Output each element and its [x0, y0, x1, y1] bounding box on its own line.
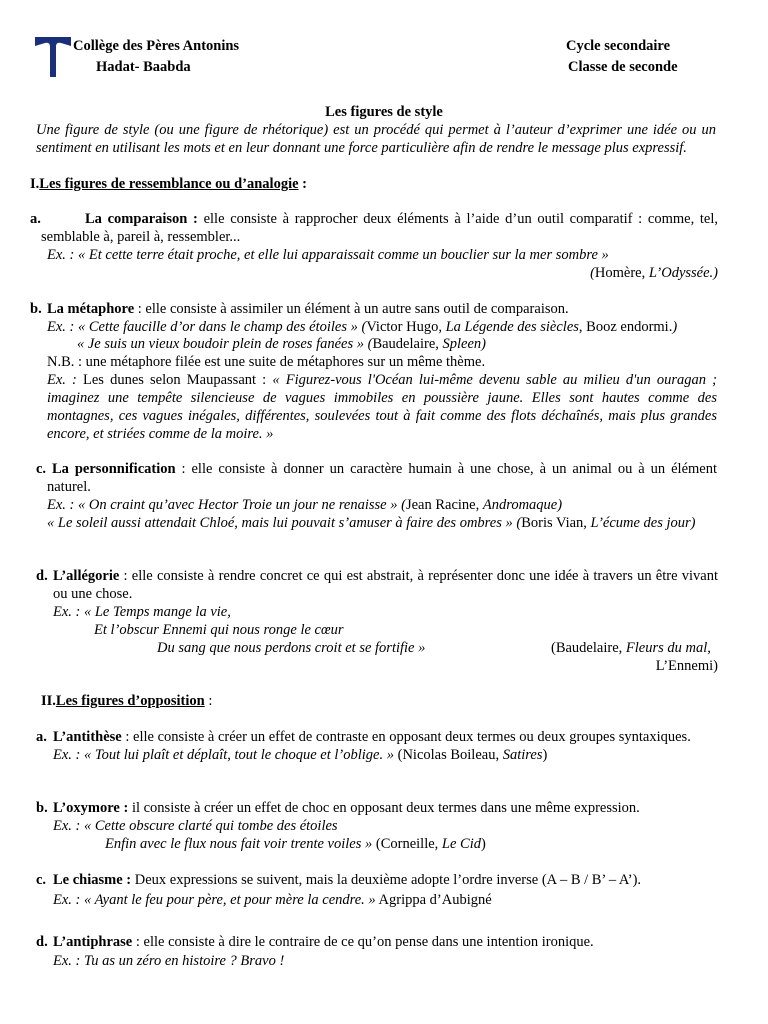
citation-work: L’écume des jour) [590, 515, 696, 531]
definition: : elle consiste à donner un caractère humain à une chose, à un animal ou à un élément naturel. [47, 461, 717, 495]
citation-author: Agrippa d’Aubigné [375, 892, 492, 908]
term: L’antiphrase [53, 934, 133, 950]
example-quote: Ex. : « Ayant le feu pour père, et pour mère la cendre. » [53, 892, 376, 908]
citation-paren: ) [672, 319, 678, 335]
citation-author: Boris Vian, [521, 515, 591, 531]
example-verse: Du sang que nous perdons croit et se fortifie » [157, 640, 426, 656]
term: L’oxymore : [53, 800, 129, 816]
example [47, 318, 677, 336]
oxymore-definition [53, 799, 640, 817]
example-paragraph [47, 371, 717, 443]
section-number: I. [30, 176, 40, 192]
section-title: Les figures de ressemblance ou d’analogie [39, 176, 299, 192]
citation-paren: ) [542, 747, 548, 763]
definition: Deux expressions se suivent, mais la deuxième adopte l’ordre inverse (A – B / B’ – A’). [131, 872, 642, 888]
citation-paren: ( [590, 265, 595, 281]
definition: : elle consiste à assimiler un élément à un autre sans outil de comparaison. [134, 301, 569, 317]
item-letter: c. [36, 872, 47, 888]
section-number: II. [41, 693, 56, 709]
antiphrase-definition [53, 933, 594, 951]
citation-work: , La Légende des siècles [438, 319, 579, 335]
citation-poem: L’Ennemi) [655, 658, 718, 674]
item-letter: d. [36, 568, 48, 584]
citation-author: (Corneille, [372, 836, 442, 852]
definition: il consiste à créer un effet de choc en opposant deux termes dans une même expression. [128, 800, 640, 816]
section-1-heading [30, 175, 307, 193]
page-title: Les figures de style [325, 104, 443, 120]
item-letter: d. [36, 934, 48, 950]
citation-work: Le Cid [441, 836, 481, 852]
antithese-definition [53, 728, 691, 746]
example-verse: Ex. : « Cette obscure clarté qui tombe des étoiles [53, 818, 338, 834]
term: L’antithèse [53, 729, 122, 745]
section-2-heading [41, 692, 212, 710]
example: Ex. : « Et cette terre était proche, et elle lui apparaissait comme un bouclier sur la mer sombre » [47, 247, 609, 263]
allegorie-definition [53, 567, 718, 603]
term: Le chiasme : [53, 872, 132, 888]
school-location: Hadat- Baabda [96, 59, 191, 75]
example-quote: « Figurez-vous l'Océan lui-même devenu sable au milieu d'un ouragan ; imaginez une tempête silencieuse de vagues immobiles en poussière jaune. Elles sont hautes comme des montagnes, ces vagues inégales, différentes, soulevées tout à fait comme des flots déchaînés, mais plus grandes encore, et striées comme de la moire. » [47, 372, 717, 442]
citation [551, 639, 711, 657]
example-quote: « Je suis un vieux boudoir plein de roses fanées » ( [77, 336, 373, 352]
personnification-definition [47, 460, 717, 496]
chiasme-definition [53, 871, 641, 889]
item-letter: b. [30, 301, 42, 317]
cycle-label: Cycle secondaire [566, 38, 671, 54]
citation-author: Baudelaire, [372, 336, 443, 352]
definition: : elle consiste à créer un effet de contraste en opposant deux termes ou deux groupes syntaxiques. [121, 729, 691, 745]
comparaison-definition [41, 210, 718, 246]
citation-author: Victor Hugo [366, 319, 439, 335]
citation-paren: ) [481, 836, 486, 852]
term: L’allégorie [53, 568, 120, 584]
example [47, 514, 717, 532]
definition: elle consiste à rapprocher deux éléments à l’aide d’un outil comparatif : comme, tel, semblable à, pareil à, ressembler... [41, 211, 719, 245]
example-quote: Ex. : « On craint qu’avec Hector Troie un jour ne renaisse » ( [47, 497, 406, 513]
section-title: Les figures d’opposition [55, 693, 205, 709]
school-logo-icon [35, 37, 71, 77]
intro-paragraph: Une figure de style (ou une figure de rhétorique) est un procédé qui permet à l’auteur d’exprimer une idée ou un sentiment en utilisant les mots et en leur donnant une force particulière afin de rendre le message plus expressif. [36, 122, 716, 156]
item-letter: b. [36, 800, 48, 816]
school-name: Collège des Pères Antonins [73, 38, 240, 54]
citation-work: Satires [502, 747, 543, 763]
example [105, 835, 486, 853]
example-verse: Et l’obscur Ennemi qui nous ronge le cœur [94, 622, 344, 638]
citation-author: Homère, [594, 265, 649, 281]
example [47, 496, 562, 514]
example-quote: « Le soleil aussi attendait Chloé, mais lui pouvait s’amuser à faire des ombres » ( [47, 515, 522, 531]
citation-author: (Baudelaire, [551, 640, 626, 656]
definition: : elle consiste à dire le contraire de ce qu’on pense dans une intention ironique. [132, 934, 594, 950]
example [53, 891, 492, 909]
item-letter: a. [36, 729, 47, 745]
section-colon: : [298, 176, 308, 192]
citation-work: Spleen) [442, 336, 486, 352]
nota-bene: N.B. : une métaphore filée est une suite de métaphores sur un même thème. [47, 354, 486, 370]
example-verse: Enfin avec le flux nous fait voir trente voiles » [105, 836, 373, 852]
term: La métaphore [47, 301, 135, 317]
citation-work: L’Odyssée.) [648, 265, 718, 281]
example-quote: Ex. : « Cette faucille d’or dans le champ des étoiles » ( [47, 319, 367, 335]
citation-detail: , Booz endormi. [578, 319, 673, 335]
example-quote: Ex. : « Tout lui plaît et déplaît, tout le choque et l’oblige. » [53, 747, 394, 763]
item-letter: a. [30, 211, 41, 227]
definition: : elle consiste à rendre concret ce qui est abstrait, à représenter donc une idée à travers un être vivant ou une chose. [53, 568, 718, 602]
example-label: Ex. : [47, 372, 84, 388]
metaphore-definition [47, 300, 569, 318]
citation-work: Andromaque) [482, 497, 563, 513]
citation-author: (Nicolas Boileau, [393, 747, 503, 763]
example [53, 746, 547, 764]
citation [300, 264, 718, 282]
citation-author: Jean Racine, [405, 497, 483, 513]
term: La personnification [52, 461, 176, 477]
class-label: Classe de seconde [568, 59, 678, 75]
section-colon: : [204, 693, 213, 709]
example [77, 335, 486, 353]
citation-work: Fleurs du mal, [625, 640, 711, 656]
example-intro: Les dunes selon Maupassant : [83, 372, 273, 388]
example: Ex. : Tu as un zéro en histoire ? Bravo ! [53, 953, 285, 969]
example-verse: Ex. : « Le Temps mange la vie, [53, 604, 231, 620]
term: La comparaison : [85, 211, 198, 227]
item-letter: c. [36, 461, 47, 477]
